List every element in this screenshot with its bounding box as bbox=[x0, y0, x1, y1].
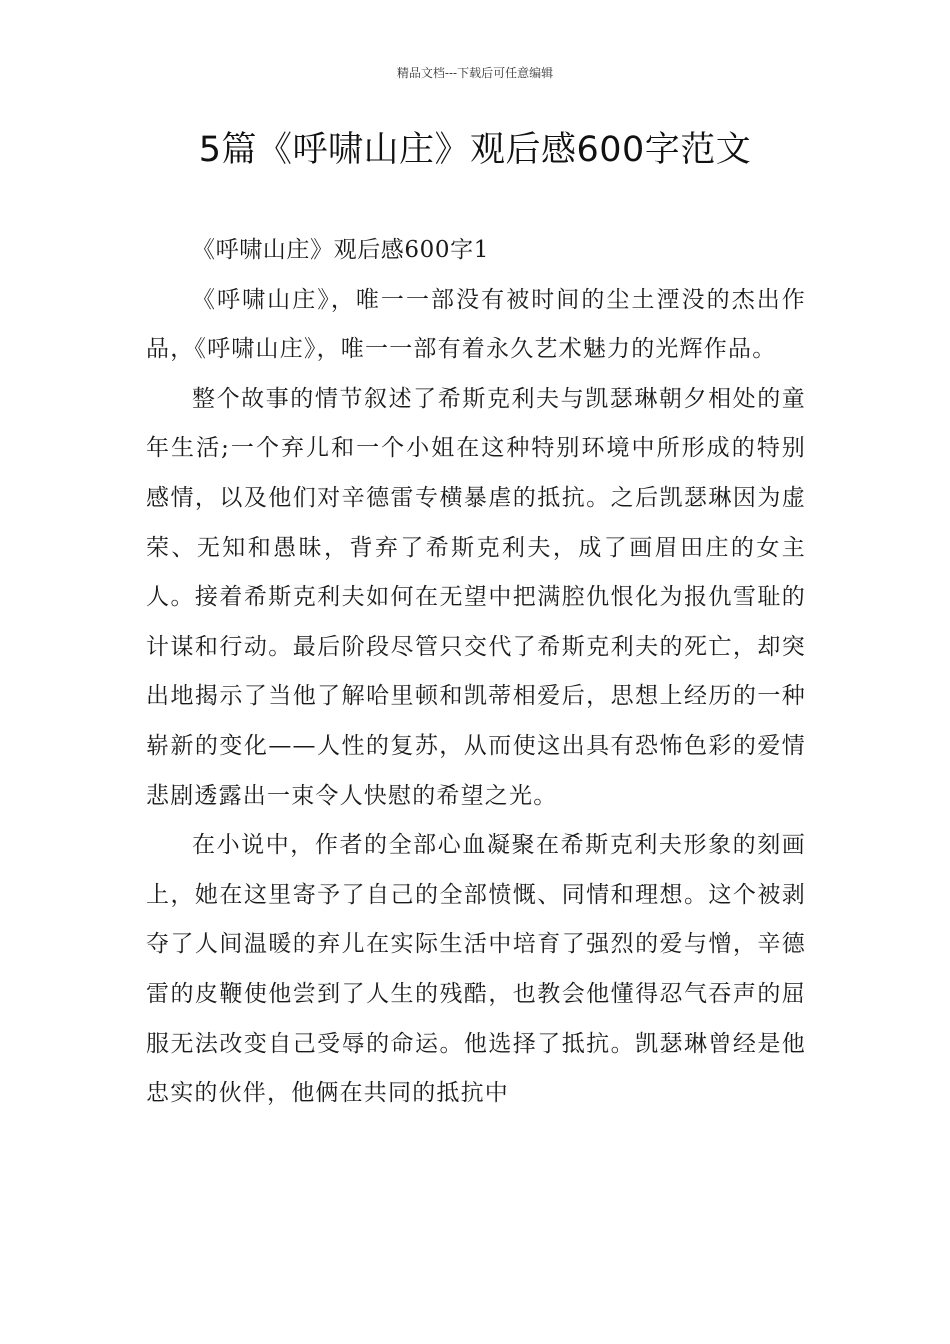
document-body bbox=[146, 226, 806, 1119]
section-subheading: 《呼啸山庄》观后感600字1 bbox=[192, 237, 489, 263]
paragraph: 在小说中，作者的全部心血凝聚在希斯克利夫形象的刻画上，她在这里寄予了自己的全部愤慨、同情和理想。这个被剥夺了人间温暖的弃儿在实际生活中培育了强烈的爱与憎，辛德雷的皮鞭使他尝到了人生的残酷，也教会他懂得忍气吞声的屈服无法改变自己受辱的命运。他选择了抵抗。凯瑟琳曾经是他忠实的伙伴，他俩在共同的抵抗中 bbox=[146, 832, 806, 1107]
paragraph: 《呼啸山庄》，唯一一部没有被时间的尘土湮没的杰出作品，《呼啸山庄》，唯一一部有着永久艺术魅力的光辉作品。 bbox=[146, 286, 806, 363]
document-title: 5篇《呼啸山庄》观后感600字范文 bbox=[198, 130, 752, 170]
page-header: 精品文档---下载后可任意编辑 bbox=[396, 66, 554, 80]
paragraph: 整个故事的情节叙述了希斯克利夫与凯瑟琳朝夕相处的童年生活;一个弃儿和一个小姐在这种特别环境中所形成的特别感情，以及他们对辛德雷专横暴虐的抵抗。之后凯瑟琳因为虚荣、无知和愚昧，背弃了希斯克利夫，成了画眉田庄的女主人。接着希斯克利夫如何在无望中把满腔仇恨化为报仇雪耻的计谋和行动。最后阶段尽管只交代了希斯克利夫的死亡，却突出地揭示了当他了解哈里顿和凯蒂相爱后，思想上经历的一种崭新的变化——人性的复苏，从而使这出具有恐怖色彩的爱情悲剧透露出一束令人快慰的希望之光。 bbox=[146, 385, 806, 809]
